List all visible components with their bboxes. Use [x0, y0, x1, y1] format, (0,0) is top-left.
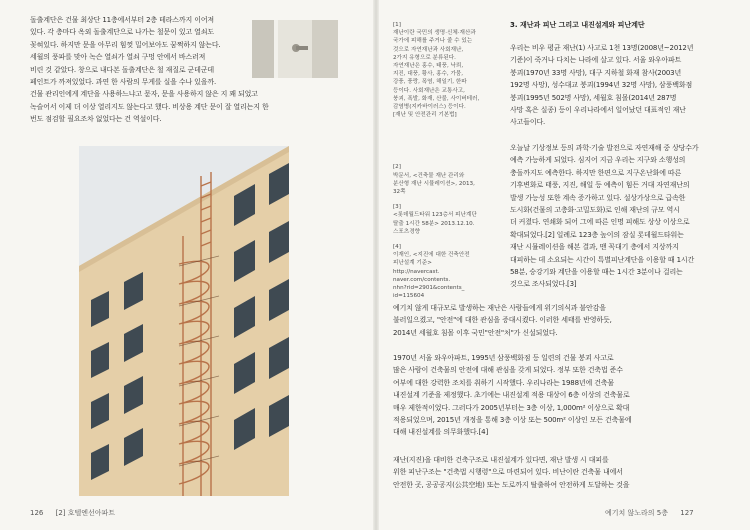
right-footer: [605, 508, 694, 518]
text-line: 돌출계단은 건물 최상단 11층에서부터 2층 테라스까지 이어져: [30, 16, 215, 24]
text-line: 더 커졌다. 연쇄화 되어 그에 따른 인명 피해도 상상 이상으로: [510, 218, 690, 227]
text-line: 매우 제한적이었다. 그러다가 2005년부터는 3층 이상, 1,000m² 이상으로 확대: [393, 403, 630, 412]
footnote-line: 박문서, <건축물 재난 관리와: [393, 172, 465, 179]
right-paragraph-3: [393, 302, 733, 339]
text-line: 예측 가능하게 되었다. 심지어 지금 우리는 지구와 소행성의: [510, 156, 686, 165]
footnote-2: [393, 163, 493, 196]
text-line: 있다. 각 층마다 옥외 돌출계단으로 나가는 철문이 있고 열쇠도: [30, 28, 214, 37]
footnote-marker: [1]: [393, 22, 401, 28]
footnote-4: [393, 243, 493, 300]
footnote-marker: [4]: [393, 244, 401, 251]
footnote-marker: [3]: [393, 204, 401, 211]
text-line: 기후변화로 태풍, 지진, 해일 등 예측이 힘든 거대 자연재난의: [510, 181, 690, 190]
footnote-line: nhn?rid=2901&contents_: [393, 285, 465, 292]
text-line: 번도 점검할 필요조차 없었다는 건 역설이다.: [30, 115, 162, 124]
text-line: 안전한 곳, 공공공지(公共空地) 또는 도로까지 탈출하여 안전하게 도달하는 것을: [393, 480, 630, 489]
text-line: 위한 피난구조는 "건축법 시행령"으로 마련되어 있다. 비난이란 건축물 내에서: [393, 468, 623, 477]
right-paragraph-2: [510, 142, 730, 291]
text-line: 적용되었으며, 2015년 개정을 통해 3층 이상 또는 500m² 이상인 모든 건축물에: [393, 416, 632, 425]
left-footer: [30, 508, 115, 518]
footnote-line: id=115604: [393, 293, 425, 300]
text-line: 1970년 서울 와우아파트, 1995년 삼풍백화점 등 일련의 건물 붕괴 사고로: [393, 354, 614, 362]
text-line: 사고들이다.: [510, 118, 546, 127]
text-line: 확대되었다.[2] 일례로 123층 높이의 잠실 롯데월드타워는: [510, 230, 684, 239]
text-line: 불러일으켰고, "안전"에 대한 관심을 증대시켰다. 이러한 세태를 반영하듯,: [393, 316, 612, 325]
text-line: 세월의 풍파를 맞아 녹슨 열쇠가 열쇠 구멍 안에서 바스러져: [30, 53, 206, 62]
footnote-line: 피난설계 기준>: [393, 260, 432, 267]
left-body-text: [30, 14, 270, 126]
section-heading: 3. 재난과 피난 그리고 내진설계와 피난계단: [510, 21, 645, 29]
text-line: 사망 혹은 실종) 등이 우리나라에서 일어났던 대표적인 재난: [510, 106, 686, 115]
building-photo-image: [79, 146, 289, 496]
footnote-line: 감염병(지카바이러스) 등이다.: [393, 104, 466, 111]
text-line: 우리는 비우 평균 재난(1) 사고로 1천 13명(2008년~2012년: [510, 44, 694, 52]
text-line: 재난 시뮬레이션을 해본 결과, 맨 꼭대기 층에서 지상까지: [510, 243, 679, 252]
footnote-line: 탈출 1시간 58분> 2013.12.10.: [393, 220, 475, 227]
footnote-line: 것으로 자연재난과 사회재난,: [393, 46, 464, 53]
right-paragraph-5: [393, 454, 733, 491]
text-line: 붕괴(1995년 502명 사망), 세월호 침몰(2014년 287명: [510, 93, 677, 102]
footnote-line: 국가에 피해를 주거나 줄 수 있는: [393, 38, 473, 45]
text-line: 꽂혀있다. 하지만 문을 아무리 힘껏 밀어보아도 꿈쩍하지 않는다.: [30, 40, 221, 49]
footnote-line: 분산형 재난 시뮬레이션>, 2013,: [393, 180, 475, 187]
book-gutter: [373, 0, 379, 530]
footnote-line: 강풍, 풍랑, 폭염, 해일기, 한파: [393, 79, 467, 86]
door-photo: [252, 20, 338, 78]
text-line: 도시화(건물의 고층화·고밀도화)로 인해 재난의 규모 역시: [510, 206, 680, 215]
text-line: 붕괴(1970년 33명 사망), 대구 지하철 화재 참사(2003년: [510, 68, 682, 77]
text-line: 많은 사람이 건축물의 안전에 대해 관심을 갖게 되었다. 정부 또한 건축법 준수: [393, 366, 623, 375]
footnote-line: 32쪽: [393, 189, 406, 196]
text-line: 2014년 세월호 침몰 이후 국민"안전"처"가 신설되었다.: [393, 328, 558, 337]
text-line: 192명 사망), 성수대교 붕괴(1994년 32명 사망), 삼풍백화점: [510, 81, 693, 90]
text-line: 오늘날 기상정보 등의 과학·기술 발전으로 자연재해 중 상당수가: [510, 144, 699, 152]
footnote-line: naver.com/contents.: [393, 276, 451, 283]
left-page-number: 126: [30, 509, 44, 517]
right-running-title: 예기치 않노라의 5층: [605, 509, 668, 517]
footnote-line: 붕괴, 폭발, 화재, 산불, 사이버테러,: [393, 95, 480, 102]
footnote-line: [재난 및 안전관리 기본법]: [393, 112, 457, 119]
text-line: 내진설계 기준을 제정했다. 초기에는 내진설계 적용 대상이 6층 이상의 건축물로: [393, 391, 630, 400]
text-line: 페인트가 까져있었다. 과연 한 사람의 무게를 실을 수나 있을까.: [30, 78, 217, 87]
text-line: 녹슬어서 이제 더 이상 열리지도 않는다고 했다. 비상용 계단 문이 잘 열리는지 한: [30, 102, 269, 111]
footnote-line: 2가지 유형으로 분류된다.: [393, 54, 456, 61]
footnotes-column: [393, 21, 493, 307]
right-paragraph-4: [393, 352, 733, 439]
footnote-1: [393, 21, 493, 119]
footnote-line: 등이다. 사회재난은 교통사고,: [393, 87, 465, 94]
footnote-line: 스포츠경향: [393, 228, 421, 235]
text-line: 대해 내진설계를 의무화했다.[4]: [393, 428, 489, 437]
door-photo-image: [252, 20, 338, 78]
building-photo: [79, 146, 289, 496]
footnote-line: 지진, 대풍, 황사, 홍수, 가뭄,: [393, 71, 464, 78]
text-line: 발생 가능성 또한 계속 증가하고 있다. 설상가상으로 급속한: [510, 193, 686, 202]
footnote-3: [393, 203, 493, 236]
left-running-title: [2] 호텔엔선아파트: [55, 509, 116, 517]
footnote-line: 이재인, <지진에 대한 건축안전: [393, 252, 470, 259]
text-line: 58분, 승강기와 계단을 이용할 때는 1시간 3분이나 걸리는: [510, 268, 683, 277]
text-line: 충돌까지도 예측한다. 하지만 한편으로 지구온난화에 따른: [510, 168, 682, 177]
text-line: 대피하는 데 소요되는 시간이 특별피난계단을 이용할 때 1시간: [510, 255, 695, 264]
footnote-line: 자연재난은 홍수, 태풍, 낙뢰,: [393, 63, 464, 70]
footnote-line: 재난이란 국민의 생명·신체·재산과: [393, 30, 476, 37]
footnote-line: <롯데월드타워 123층서 피난계단: [393, 212, 477, 219]
text-line: 재난(지진)을 대비한 건축구조로 내진설계가 있다면, 재난 발생 시 대피를: [393, 456, 609, 464]
footnote-marker: [2]: [393, 164, 401, 171]
right-paragraph-1: [510, 42, 730, 129]
text-line: 비린 것 같았다. 창으로 내다본 돌출계단은 철 재질로 군데군데: [30, 65, 214, 74]
text-line: 건물 관리인에게 계단을 사용하느냐고 묻자, 문을 사용하지 않은 지 꽤 되었고: [30, 90, 258, 99]
text-line: 것으로 조사되었다.[3]: [510, 280, 577, 289]
text-line: 여부에 대한 강력한 조치를 취하기 시작했다. 우리나라는 1988년에 건축물: [393, 378, 615, 387]
footnote-line: http://navercast.: [393, 268, 440, 275]
right-page-number: 127: [680, 509, 694, 517]
text-line: 예기치 않게 대규모로 발생하는 재난은 사람들에게 위기의식과 불안감을: [393, 304, 606, 312]
text-line: 기준)이 죽거나 다치는 나라에 살고 있다. 서울 와우아파트: [510, 56, 682, 65]
